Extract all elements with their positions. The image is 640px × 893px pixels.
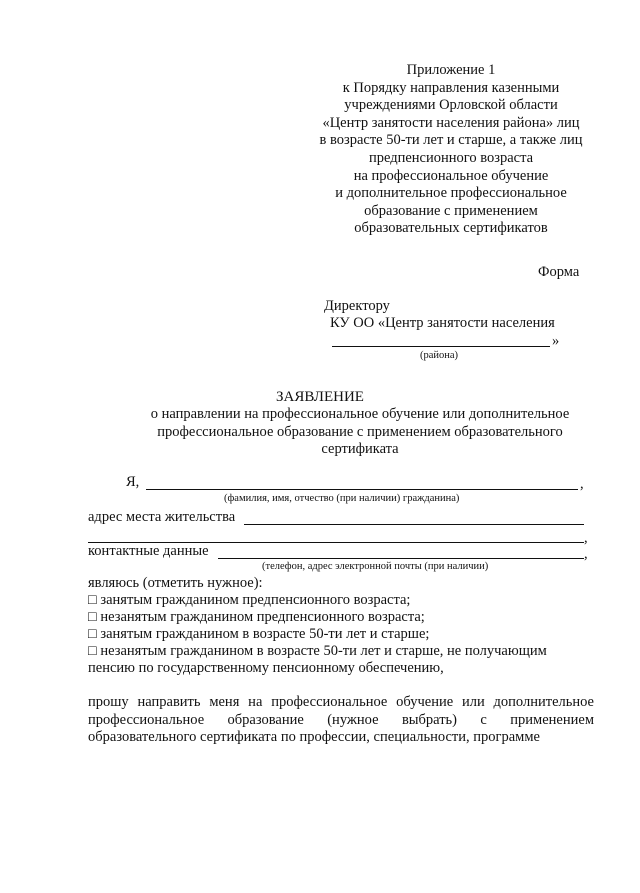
status-option[interactable]: □ занятым гражданином в возрасте 50-ти лет и старше; xyxy=(88,626,430,642)
name-field-end: , xyxy=(580,476,584,492)
subtitle-line: сертификата xyxy=(321,441,399,457)
appendix-line: образовательных сертификатов xyxy=(354,220,548,237)
application-title: ЗАЯВЛЕНИЕ xyxy=(276,389,364,405)
subtitle-line: профессиональное образование с применением образовательного xyxy=(157,423,563,440)
addressee-close-quote: » xyxy=(552,333,560,349)
appendix-line: Приложение 1 xyxy=(406,62,496,78)
application-subtitle xyxy=(100,406,620,459)
name-field-line[interactable] xyxy=(146,489,578,490)
district-blank-line[interactable] xyxy=(332,346,550,347)
district-caption: (района) xyxy=(420,350,459,361)
status-option[interactable]: □ незанятым гражданином предпенсионного возраста; xyxy=(88,609,425,625)
status-option[interactable]: □ незанятым гражданином в возрасте 50-ти лет и старше, не получающим xyxy=(88,643,547,659)
addressee-org: КУ ОО «Центр занятости населения xyxy=(330,315,555,331)
address-field-line[interactable] xyxy=(244,524,584,525)
contacts-field-end: , xyxy=(584,546,588,562)
appendix-line: в возрасте 50-ти лет и старше, а также лиц xyxy=(319,132,583,149)
contacts-caption: (телефон, адрес электронной почты (при наличии) xyxy=(262,561,489,572)
appendix-line: «Центр занятости населения района» лиц xyxy=(322,114,580,131)
appendix-line: учреждениями Орловской области xyxy=(344,97,558,114)
appendix-line: предпенсионного возраста xyxy=(368,149,534,166)
status-intro: являюсь (отметить нужное): xyxy=(88,575,263,591)
request-line: образовательного сертификата по профессии, специальности, программе xyxy=(88,729,540,745)
contacts-field-line[interactable] xyxy=(218,558,584,559)
status-option-continuation: пенсию по государственному пенсионному обеспечению, xyxy=(88,660,444,676)
address-field-end: , xyxy=(584,530,588,546)
addressee-director: Директору xyxy=(324,298,390,314)
request-paragraph xyxy=(88,694,594,747)
contacts-label: контактные данные xyxy=(88,543,209,559)
address-label: адрес места жительства xyxy=(88,509,236,525)
appendix-header xyxy=(296,62,606,238)
request-line: прошу направить меня на профессиональное обучение или дополнительное xyxy=(88,694,594,710)
status-option[interactable]: □ занятым гражданином предпенсионного возраста; xyxy=(88,592,411,608)
appendix-line: к Порядку направления казенными xyxy=(342,79,560,96)
form-label: Форма xyxy=(538,264,580,280)
name-label: Я, xyxy=(126,474,140,490)
appendix-line: и дополнительное профессиональное xyxy=(335,185,567,202)
appendix-line: образование с применением xyxy=(364,202,538,219)
name-caption: (фамилия, имя, отчество (при наличии) гражданина) xyxy=(224,493,460,504)
appendix-line: на профессиональное обучение xyxy=(353,167,549,184)
request-line: профессиональное образование (нужное выбрать) с применением xyxy=(88,711,594,728)
subtitle-line: о направлении на профессиональное обучение или дополнительное xyxy=(150,406,570,422)
